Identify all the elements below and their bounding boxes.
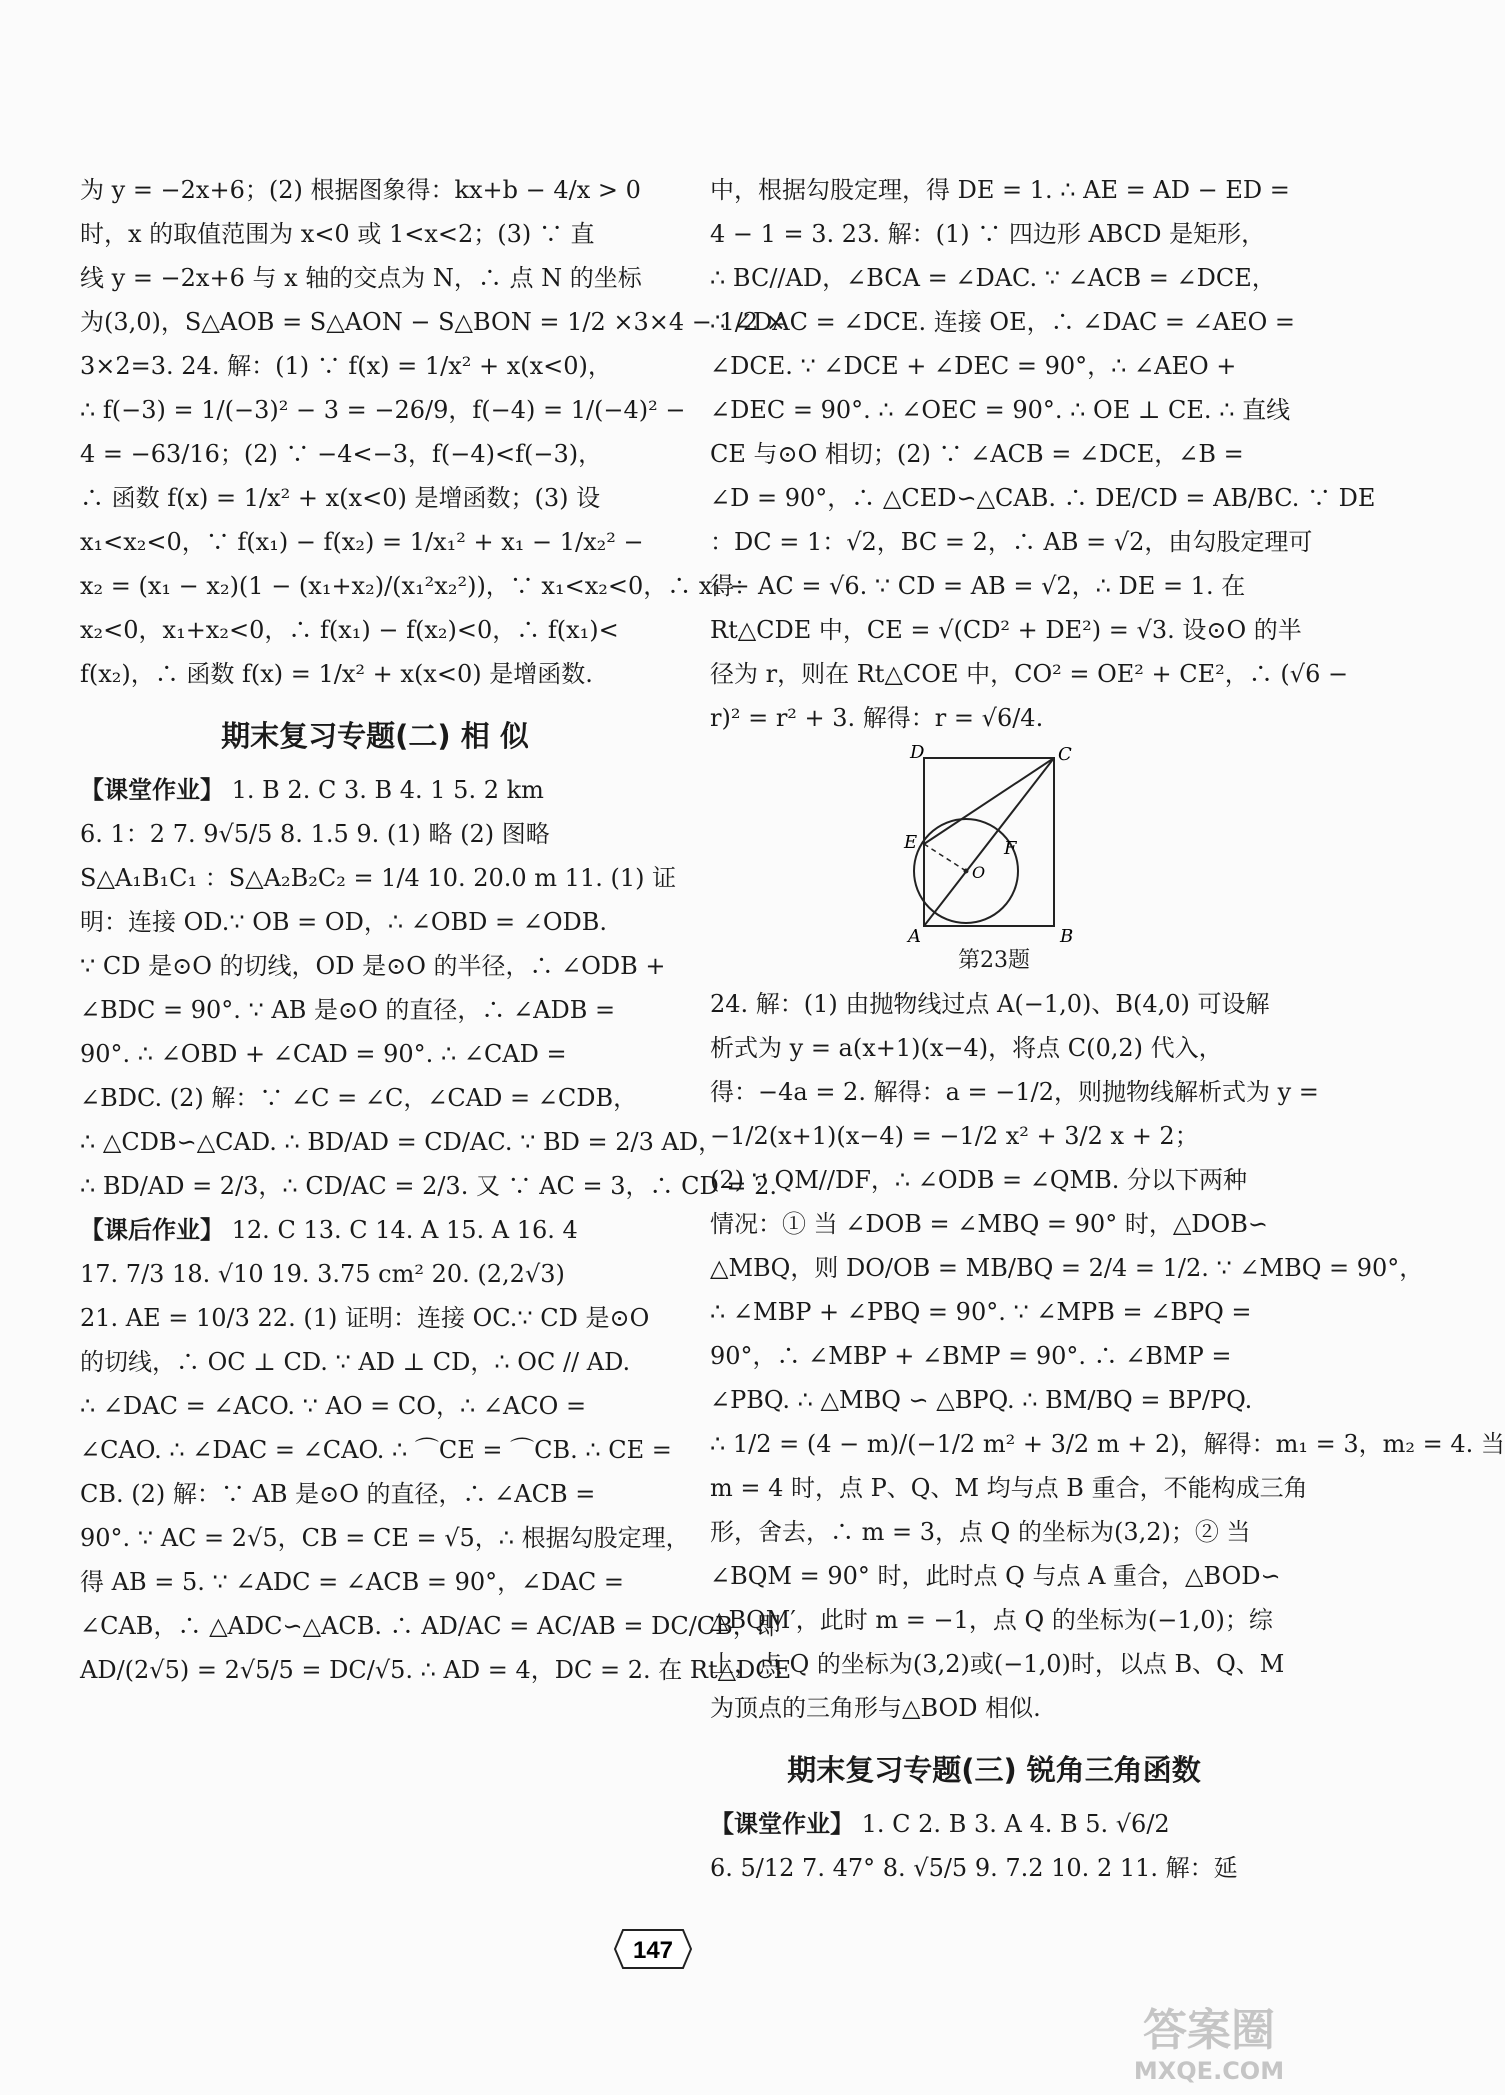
text-line: ∠DEC = 90°. ∴ ∠OEC = 90°. ∴ OE ⊥ CE. ∴ 直线 xyxy=(710,396,1291,424)
text-line: 90°，∴ ∠MBP + ∠BMP = 90°. ∴ ∠BMP = xyxy=(710,1342,1232,1370)
section2-heading: 期末复习专题(二) 相 似 xyxy=(221,719,529,753)
class-work-line: 90°. ∴ ∠OBD + ∠CAD = 90°. ∴ ∠CAD = xyxy=(80,1040,567,1068)
text-line: x₁<x₂<0，∵ f(x₁) − f(x₂) = 1/x₁² + x₁ − 1/x₂² − xyxy=(80,528,644,556)
after-work-line: 21. AE = 10/3 22. (1) 证明：连接 OC.∵ CD 是⊙O xyxy=(80,1304,650,1332)
class-work-line: 明：连接 OD.∵ OB = OD，∴ ∠OBD = ∠ODB. xyxy=(80,908,608,936)
text-line: m = 4 时，点 P、Q、M 均与点 B 重合，不能构成三角 xyxy=(710,1474,1308,1502)
text-line: 24. 解：(1) 由抛物线过点 A(−1,0)、B(4,0) 可设解 xyxy=(710,990,1270,1018)
after-work-line: 17. 7/3 18. √10 19. 3.75 cm² 20. (2,2√3) xyxy=(80,1260,565,1288)
text-line: r)² = r² + 3. 解得：r = √6/4. xyxy=(710,704,1044,732)
solution-24-text xyxy=(710,982,1505,1730)
right-column xyxy=(710,168,1505,1890)
after-work-line: ∴ ∠DAC = ∠ACO. ∵ AO = CO，∴ ∠ACO = xyxy=(80,1392,587,1420)
text-line: (2) ∵ QM//DF，∴ ∠ODB = ∠QMB. 分以下两种 xyxy=(710,1166,1248,1194)
section2-after-class-work xyxy=(80,1208,792,1692)
after-work-line: 的切线，∴ OC ⊥ CD. ∵ AD ⊥ CD，∴ OC // AD. xyxy=(80,1348,631,1376)
text-line: △MBQ，则 DO/OB = MB/BQ = 2/4 = 1/2. ∵ ∠MBQ = 90°， xyxy=(710,1254,1424,1282)
text-line: 4 − 1 = 3. 23. 解：(1) ∵ 四边形 ABCD 是矩形， xyxy=(710,220,1266,248)
watermark-sub: MXQE.COM xyxy=(1133,2057,1285,2085)
class-work-line: ∴ △CDB∽△CAD. ∴ BD/AD = CD/AC. ∵ BD = 2/3 AD， xyxy=(80,1128,723,1156)
figure-caption: 第23题 xyxy=(958,948,1030,973)
label-b: B xyxy=(1060,926,1074,947)
text-line: ∠D = 90°，∴ △CED∽△CAB. ∴ DE/CD = AB/BC. ∵ DE xyxy=(710,484,1376,512)
text-line: 中，根据勾股定理，得 DE = 1. ∴ AE = AD − ED = xyxy=(710,176,1290,204)
solution-23-text xyxy=(710,168,1376,740)
text-line: x₂ = (x₁ − x₂)(1 − (x₁+x₂)/(x₁²x₂²))，∵ x₁<x₂<0，∴ x₁ − xyxy=(80,572,750,600)
text-line: ∠DCE. ∵ ∠DCE + ∠DEC = 90°，∴ ∠AEO + xyxy=(710,352,1237,380)
class-work-line: 6. 1：2 7. 9√5/5 8. 1.5 9. (1) 略 (2) 图略 xyxy=(80,820,550,848)
label-f: F xyxy=(1004,838,1017,859)
class-work-line: ∠BDC. (2) 解：∵ ∠C = ∠C，∠CAD = ∠CDB， xyxy=(80,1084,638,1112)
section3-line-1: 【课堂作业】 1. C 2. B 3. A 4. B 5. √6/2 xyxy=(710,1810,1170,1838)
page-number: 147 xyxy=(632,1937,674,1964)
class-work-line: ∴ BD/AD = 2/3，∴ CD/AC = 2/3. 又 ∵ AC = 3，∴ CD = 2. xyxy=(80,1172,778,1200)
text-line: 4 = −63/16；(2) ∵ −4<−3，f(−4)<f(−3)， xyxy=(80,440,603,468)
text-line: −1/2(x+1)(x−4) = −1/2 x² + 3/2 x + 2； xyxy=(710,1122,1199,1150)
text-line: 为(3,0)，S△AOB = S△AON − S△BON = 1/2 ×3×4 − 1/2 × xyxy=(80,308,786,336)
text-line: 为顶点的三角形与△BOD 相似. xyxy=(710,1694,1041,1722)
text-line: f(x₂)，∴ 函数 f(x) = 1/x² + x(x<0) 是增函数. xyxy=(80,660,593,688)
page-number-badge xyxy=(613,1926,693,1972)
text-line: 情况：① 当 ∠DOB = ∠MBQ = 90° 时，△DOB∽ xyxy=(710,1210,1268,1238)
text-line: ∴ ∠MBP + ∠PBQ = 90°. ∵ ∠MPB = ∠BPQ = xyxy=(710,1298,1252,1326)
text-line: 径为 r，则在 Rt△COE 中，CO² = OE² + CE²，∴ (√6 − xyxy=(710,660,1349,688)
label-a: A xyxy=(908,926,921,947)
after-work-line: CB. (2) 解：∵ AB 是⊙O 的直径，∴ ∠ACB = xyxy=(80,1480,596,1508)
label-e: E xyxy=(904,832,918,853)
section3-line: 6. 5/12 7. 47° 8. √5/5 9. 7.2 10. 2 11. 解：延 xyxy=(710,1854,1238,1882)
after-work-line-1: 【课后作业】 12. C 13. C 14. A 15. A 16. 4 xyxy=(80,1216,578,1244)
text-line: 得：−4a = 2. 解得：a = −1/2，则抛物线解析式为 y = xyxy=(710,1078,1319,1106)
text-line: 得：AC = √6. ∵ CD = AB = √2，∴ DE = 1. 在 xyxy=(710,572,1246,600)
text-line: ∴ 函数 f(x) = 1/x² + x(x<0) 是增函数；(3) 设 xyxy=(80,484,601,512)
class-work-line: ∵ CD 是⊙O 的切线，OD 是⊙O 的半径，∴ ∠ODB + xyxy=(80,952,666,980)
label-c: C xyxy=(1058,744,1072,765)
text-line: ：DC = 1：√2，BC = 2，∴ AB = √2，由勾股定理可 xyxy=(710,528,1313,556)
watermark-main: 答案圈 xyxy=(1143,2005,1275,2056)
text-line: ∴ 1/2 = (4 − m)/(−1/2 m² + 3/2 m + 2)，解得：m₁ = 3，m₂ = 4. 当 xyxy=(710,1430,1505,1458)
text-line: CE 与⊙O 相切；(2) ∵ ∠ACB = ∠DCE，∠B = xyxy=(710,440,1244,468)
after-work-line: ∠CAB，∴ △ADC∽△ACB. ∴ AD/AC = AC/AB = DC/CB，即 xyxy=(80,1612,781,1640)
text-line: Rt△CDE 中，CE = √(CD² + DE²) = √3. 设⊙O 的半 xyxy=(710,616,1302,644)
class-work-tag: 【课堂作业】 xyxy=(80,776,224,804)
label-d: D xyxy=(910,742,925,763)
class-work-line: S△A₁B₁C₁ ：S△A₂B₂C₂ = 1/4 10. 20.0 m 11. (1) 证 xyxy=(80,864,677,892)
text-line: 析式为 y = a(x+1)(x−4)，将点 C(0,2) 代入， xyxy=(710,1034,1223,1062)
text-line: ∠PBQ. ∴ △MBQ ∽ △BPQ. ∴ BM/BQ = BP/PQ. xyxy=(710,1386,1253,1414)
section2-class-work xyxy=(80,768,778,1208)
text-line: △BQM′，此时 m = −1，点 Q 的坐标为(−1,0)；综 xyxy=(710,1606,1273,1634)
after-work-line: AD/(2√5) = 2√5/5 = DC/√5. ∴ AD = 4，DC = 2. 在 Rt△DCE xyxy=(80,1656,792,1684)
text-line: 线 y = −2x+6 与 x 轴的交点为 N，∴ 点 N 的坐标 xyxy=(80,264,642,292)
section3-heading: 期末复习专题(三) 锐角三角函数 xyxy=(787,1753,1201,1787)
figure-23-diagram xyxy=(894,742,1094,947)
text-line: ∴ f(−3) = 1/(−3)² − 3 = −26/9，f(−4) = 1/(−4)² − xyxy=(80,396,686,424)
center-point xyxy=(964,869,969,874)
section3-class-work xyxy=(710,1802,1278,1890)
left-column xyxy=(80,168,792,1692)
after-work-line: 90°. ∵ AC = 2√5，CB = CE = √5，∴ 根据勾股定理， xyxy=(80,1524,690,1552)
label-o: O xyxy=(972,863,986,882)
text-line: ∠BQM = 90° 时，此时点 Q 与点 A 重合，△BOD∽ xyxy=(710,1562,1281,1590)
radius-oe xyxy=(924,844,966,871)
after-work-line: 得 AB = 5. ∵ ∠ADC = ∠ACB = 90°，∠DAC = xyxy=(80,1568,624,1596)
section3-class-tag: 【课堂作业】 xyxy=(710,1810,854,1838)
diagonal-ac xyxy=(924,758,1054,926)
after-work-line: ∠CAO. ∴ ∠DAC = ∠CAO. ∴ ⌒CE = ⌒CB. ∴ CE = xyxy=(80,1436,672,1464)
text-line: 形，舍去，∴ m = 3，点 Q 的坐标为(3,2)；② 当 xyxy=(710,1518,1251,1546)
after-work-tag: 【课后作业】 xyxy=(80,1216,224,1244)
tangent-ce xyxy=(924,758,1054,844)
class-work-line-1: 【课堂作业】 1. B 2. C 3. B 4. 1 5. 2 km xyxy=(80,776,544,804)
text-line: 为 y = −2x+6；(2) 根据图象得：kx+b − 4/x > 0 xyxy=(80,176,641,204)
text-line: x₂<0，x₁+x₂<0，∴ f(x₁) − f(x₂)<0，∴ f(x₁)< xyxy=(80,616,619,644)
text-line: 3×2=3. 24. 解：(1) ∵ f(x) = 1/x² + x(x<0)， xyxy=(80,352,612,380)
watermark-logo xyxy=(1084,1997,1334,2087)
solution-23-24-text xyxy=(80,168,786,696)
class-work-line: ∠BDC = 90°. ∵ AB 是⊙O 的直径，∴ ∠ADB = xyxy=(80,996,616,1024)
text-line: 上，点 Q 的坐标为(3,2)或(−1,0)时，以点 B、Q、M xyxy=(710,1650,1285,1678)
text-line: 时，x 的取值范围为 x<0 或 1<x<2；(3) ∵ 直 xyxy=(80,220,595,248)
text-line: ∴ ∠DAC = ∠DCE. 连接 OE，∴ ∠DAC = ∠AEO = xyxy=(710,308,1296,336)
text-line: ∴ BC//AD，∠BCA = ∠DAC. ∵ ∠ACB = ∠DCE， xyxy=(710,264,1276,292)
